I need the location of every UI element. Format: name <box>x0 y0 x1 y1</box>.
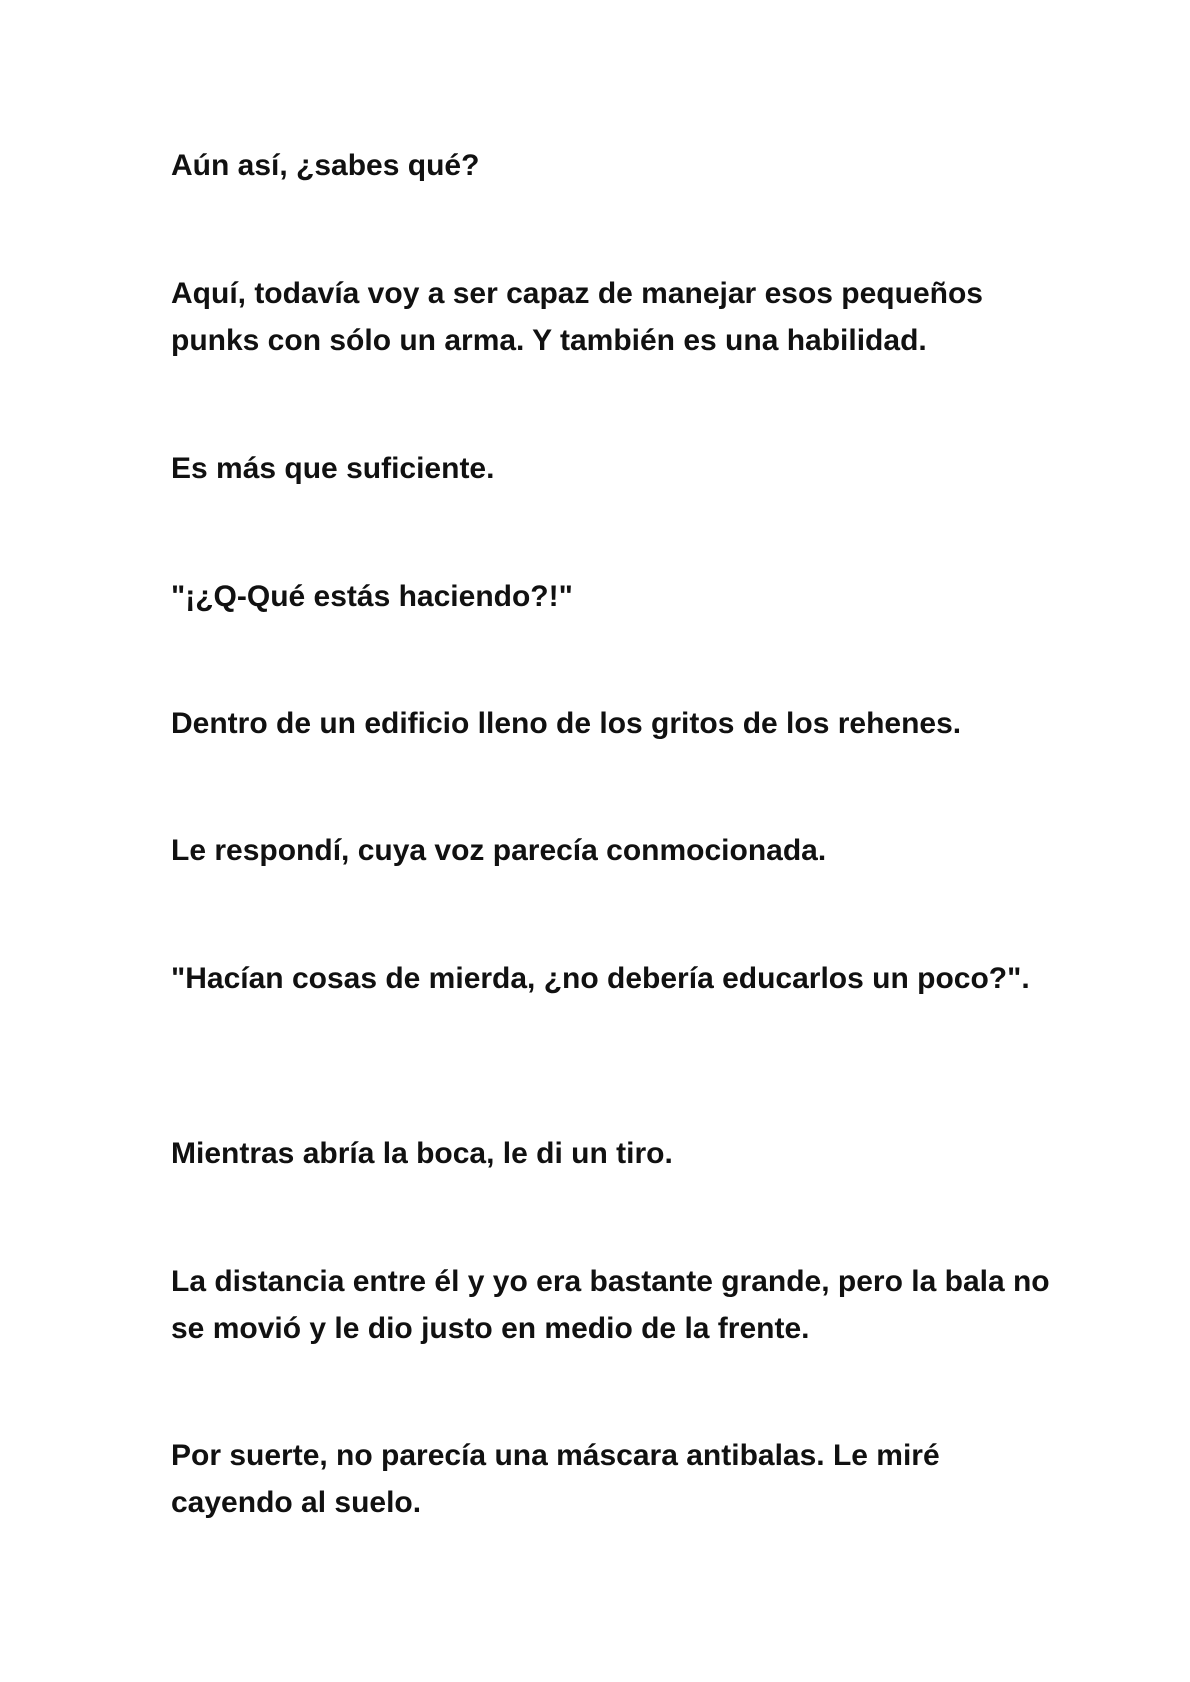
paragraph-2: Aquí, todavía voy a ser capaz de manejar esos pequeños punks con sólo un arma. Y también es una habilidad. <box>171 277 983 357</box>
paragraph-5: Dentro de un edificio lleno de los gritos de los rehenes. <box>171 707 962 740</box>
paragraph-10: Por suerte, no parecía una máscara antibalas. Le miré cayendo al suelo. <box>171 1439 940 1519</box>
paragraph-7: "Hacían cosas de mierda, ¿no debería educarlos un poco?". <box>171 962 1030 995</box>
paragraph-1: Aún así, ¿sabes qué? <box>171 149 480 182</box>
paragraph-9: La distancia entre él y yo era bastante grande, pero la bala no se movió y le dio justo en medio de la frente. <box>171 1265 1050 1345</box>
paragraph-4: "¡¿Q-Qué estás haciendo?!" <box>171 580 573 613</box>
paragraph-8: Mientras abría la boca, le di un tiro. <box>171 1137 673 1170</box>
paragraph-6: Le respondí, cuya voz parecía conmocionada. <box>171 834 827 867</box>
paragraph-3: Es más que suficiente. <box>171 452 495 485</box>
